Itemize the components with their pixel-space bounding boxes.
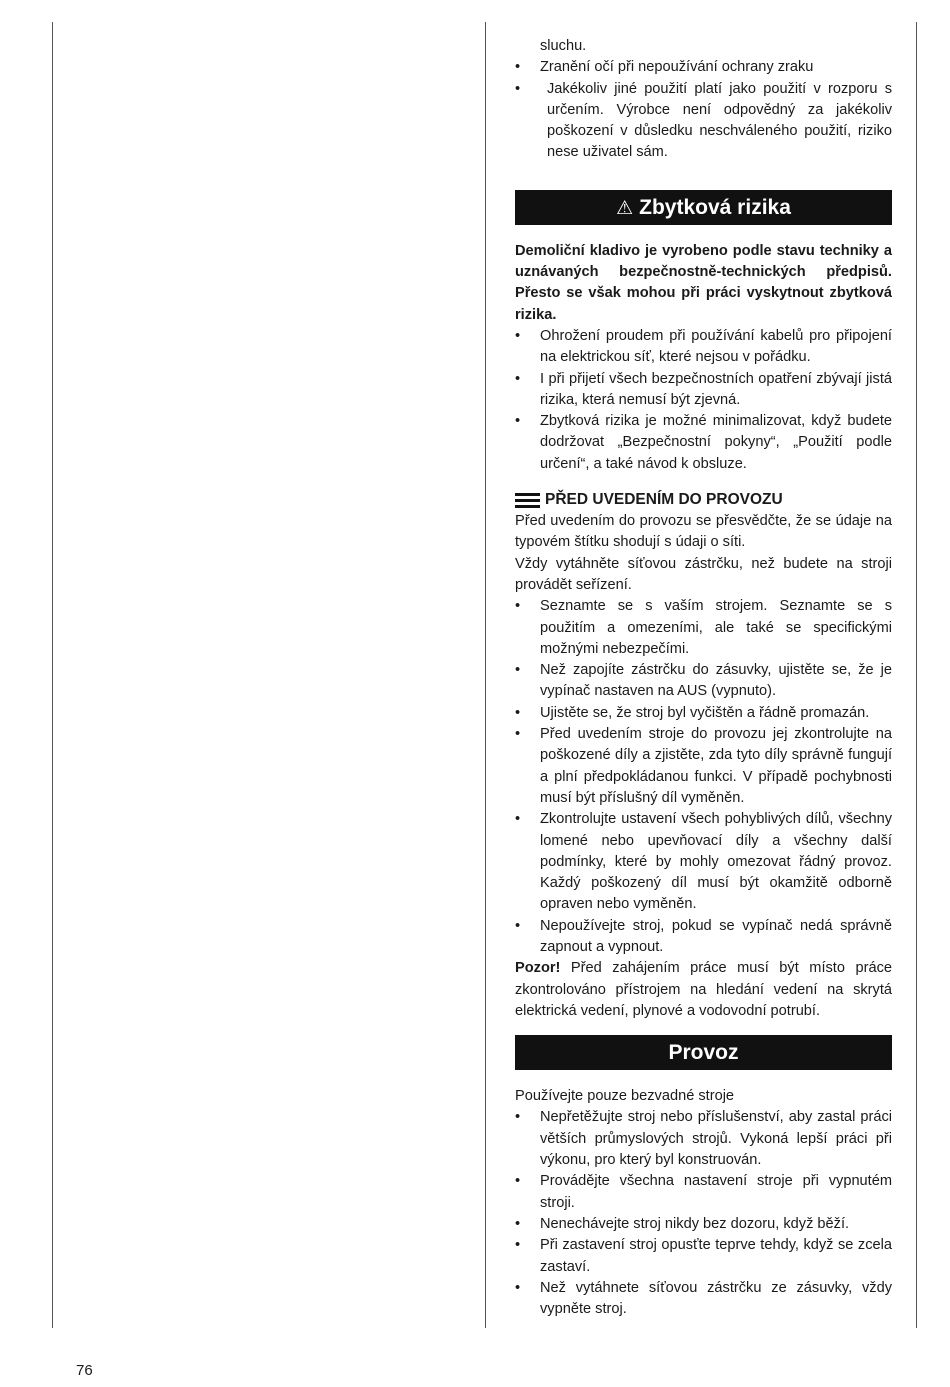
list-item: • Provádějte všechna nastavení stroje při vypnutém stroji. <box>515 1171 892 1214</box>
list-item: • Zranění očí při nepoužívání ochrany zraku <box>515 57 892 78</box>
before-paragraph-2: Vždy vytáhněte síťovou zástrčku, než budete na stroji provádět seřízení. <box>515 555 892 593</box>
text-column <box>515 36 892 1320</box>
list-item: • Seznamte se s vaším strojem. Seznamte se s použitím a omezeními, ale také se specifickými možnými nebezpečími. <box>515 596 892 660</box>
list-item: • Než vytáhnete síťovou zástrčku ze zásuvky, vždy vypněte stroj. <box>515 1278 892 1321</box>
list-item: • Nenechávejte stroj nikdy bez dozoru, když běží. <box>515 1214 892 1235</box>
list-item: • Ujistěte se, že stroj byl vyčištěn a řádně promazán. <box>515 703 892 724</box>
section-heading-residual-risks <box>515 190 892 225</box>
list-lines-icon <box>515 493 540 508</box>
warning-text: Před zahájením práce musí být místo práce zkontrolováno přístrojem na hledání vedení na skrytá elektrická vedení, plynové a vodovodní potrubí. <box>515 960 892 1019</box>
list-item: • Nepoužívejte stroj, pokud se vypínač nedá správně zapnout a vypnout. <box>515 916 892 959</box>
continuation-text: sluchu. <box>540 38 587 54</box>
heading-text: Zbytková rizika <box>639 195 791 219</box>
page-number: 76 <box>76 1362 93 1379</box>
list-item: • I při přijetí všech bezpečnostních opatření zbývají jistá rizika, která nemusí být zjevná. <box>515 369 892 412</box>
list-item: • Zbytková rizika je možné minimalizovat, když budete dodržovat „Bezpečnostní pokyny“, „Použití podle určení“, a také návod k obsluze. <box>515 411 892 475</box>
list-item: • Nepřetěžujte stroj nebo příslušenství, aby zastal práci větších průmyslových strojů. Vykoná lepší práci při výkonu, pro který byl konstruován. <box>515 1107 892 1171</box>
warning-label: Pozor! <box>515 960 561 977</box>
list-item: • Před uvedením stroje do provozu jej zkontrolujte na poškozené díly a zjistěte, zda tyto díly správně fungují a plní předpokládanou funkci. V případě pochybnosti musí být příslušný díl vyměněn. <box>515 724 892 809</box>
before-paragraph-1: Před uvedením do provozu se přesvědčte, že se údaje na typovém štítku shodují s údaji o síti. <box>515 513 892 551</box>
list-item: • Jakékoliv jiné použití platí jako použití v rozporu s určením. Výrobce není odpovědný za jakékoliv poškození v důsledku neschváleného použití, riziko nese uživatel sám. <box>515 79 892 164</box>
list-item: • Zkontrolujte ustavení všech pohyblivých dílů, všechny lomené nebo upevňovací díly a všechny další podmínky, které by mohly omezovat řádný provoz. Každý poškozený díl musí být okamžitě odborně opraven nebo vyměněn. <box>515 809 892 915</box>
section-heading-operation: Provoz <box>515 1035 892 1070</box>
subheading-text: PŘED UVEDENÍM DO PROVOZU <box>545 491 783 509</box>
list-item: • Při zastavení stroj opusťte teprve tehdy, když se zcela zastaví. <box>515 1235 892 1278</box>
warning-paragraph <box>515 958 892 1022</box>
column-divider-rule <box>485 22 486 1328</box>
warning-triangle-icon: ⚠ <box>616 197 634 219</box>
list-item: • Než zapojíte zástrčku do zásuvky, ujistěte se, že je vypínač nastaven na AUS (vypnuto). <box>515 660 892 703</box>
top-bullet-list <box>515 57 892 163</box>
operation-intro: Používejte pouze bezvadné stroje <box>515 1088 735 1105</box>
list-item: • Ohrožení proudem při používání kabelů pro připojení na elektrickou síť, které nejsou v pořádku. <box>515 326 892 369</box>
left-margin-rule <box>52 22 53 1328</box>
residual-intro: Demoliční kladivo je vyrobeno podle stavu techniky a uznávaných bezpečnostně-technických předpisů. Přesto se však mohou při práci vyskytnout zbytková rizika. <box>515 242 892 323</box>
residual-bullet-list <box>515 326 892 475</box>
right-margin-rule <box>916 22 917 1328</box>
operation-bullet-list <box>515 1107 892 1320</box>
before-bullet-list <box>515 596 892 958</box>
subheading-before-operation <box>515 489 892 511</box>
